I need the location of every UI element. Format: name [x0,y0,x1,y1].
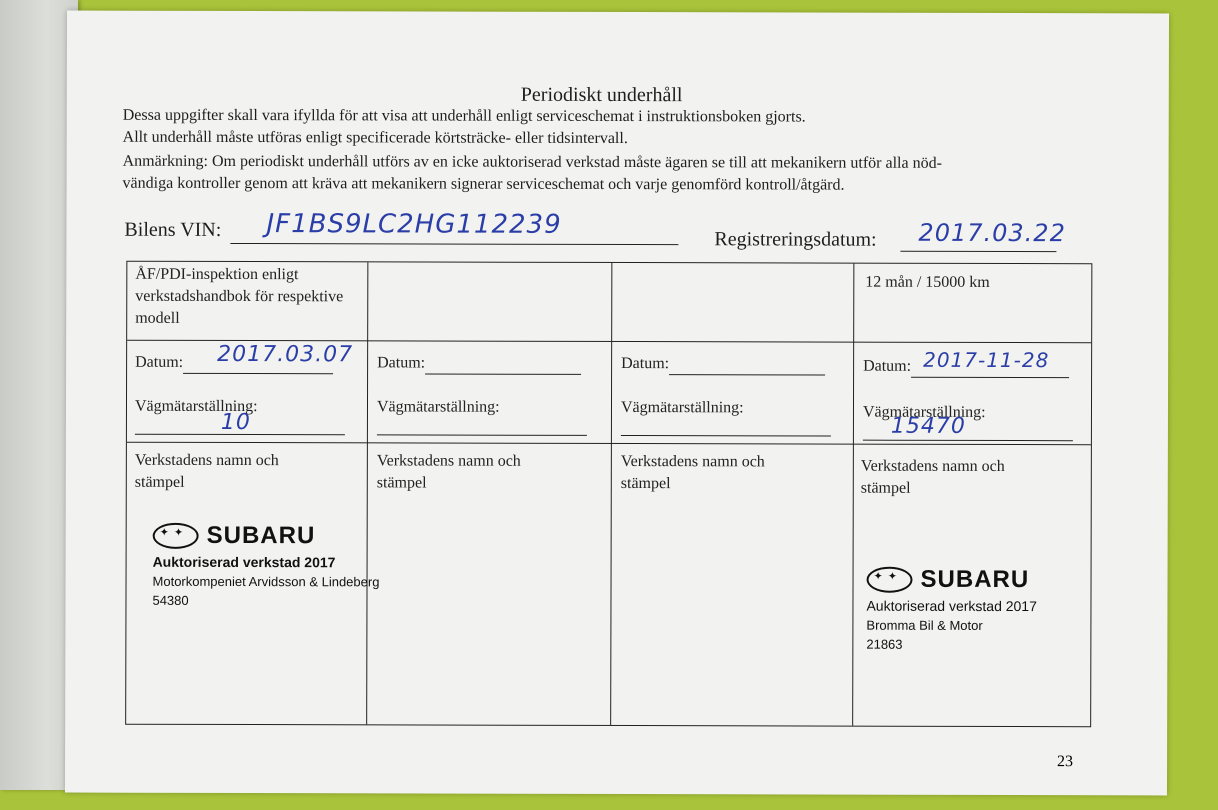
odometer-handwritten: 10 [220,409,251,436]
datum-field [377,352,581,375]
service-booklet-page [65,11,1169,796]
interval-header: 12 mån / 15000 km [865,273,990,291]
stamp-line-1: Auktoriserad verkstad 2017 [152,553,336,571]
column-divider [852,264,854,726]
odometer-underline [621,435,831,437]
column-divider [366,262,368,724]
subaru-logo: ✦ ✦ SUBARU [153,522,380,551]
datum-handwritten: 2017.03.07 [217,341,354,368]
stamp-line-1: Auktoriserad verkstad 2017 [866,597,1037,615]
vin-handwritten: JF1BS9LC2HG112239 [266,209,562,240]
stamp-line-2: Bromma Bil & Motor [866,617,983,633]
datum-label: Datum: [621,355,670,373]
vin-label: Bilens VIN: [124,218,222,241]
stamp-line-2: Motorkompeniet Arvidsson & Lindeberg [152,573,380,590]
odometer-label: Vägmätarställning: [862,403,986,421]
datum-label: Datum: [377,354,426,372]
intro-line-1: Dessa uppgifter skall vara ifyllda för att visa att underhåll enligt serviceschemat i instruktionsboken gjorts. [122,106,806,126]
workshop-label: Verkstadens namn och stämpel [134,451,279,491]
dealer-stamp [866,566,1037,652]
registration-date-underline [900,251,1056,252]
intro-line-4: vändiga kontroller genom att kräva att mekanikern signerar serviceschemat och varje genomförd kontroll/åtgärd. [122,174,845,194]
datum-field [621,353,825,376]
odometer-underline [863,440,1073,442]
registration-date-label: Registreringsdatum: [714,228,877,251]
intro-line-3: Anmärkning: Om periodiskt underhåll utförs av en icke auktoriserad verkstad måste ägaren se till att mekanikern utför alla nöd- [122,152,942,172]
datum-label: Datum: [863,357,912,375]
dealer-stamp [152,522,379,609]
odometer-underline [377,434,587,436]
vin-underline [230,243,678,245]
intro-line-2: Allt underhåll måste utföras enligt specificerade körtsträcke- eller tidsintervall. [122,128,628,148]
datum-label: Datum: [135,353,184,371]
subaru-emblem-icon [153,523,199,549]
odometer-handwritten: 15470 [890,413,966,439]
odometer-label: Vägmätarställning: [134,397,258,416]
page-title: Periodiskt underhåll [520,83,683,107]
column-divider [610,263,612,725]
registration-date-handwritten: 2017.03.22 [918,218,1066,248]
subaru-emblem-icon [867,567,913,593]
odometer-label: Vägmätarställning: [376,398,500,416]
workshop-label: Verkstadens namn och stämpel [860,457,1005,497]
datum-handwritten: 2017-11-28 [923,347,1050,373]
subaru-logo: ✦ ✦ SUBARU [867,566,1038,594]
stamp-line-3: 54380 [152,592,189,608]
stamp-line-3: 21863 [866,636,903,652]
inspection-header: ÅF/PDI-inspektion enligt verkstadshandbok för respektive modell [135,265,344,327]
service-schedule-table [125,261,1092,728]
page-number: 23 [1057,753,1074,771]
odometer-label: Vägmätarställning: [620,399,744,417]
workshop-label: Verkstadens namn och stämpel [620,453,765,493]
workshop-label: Verkstadens namn och stämpel [376,452,521,492]
row-divider [127,442,1091,446]
